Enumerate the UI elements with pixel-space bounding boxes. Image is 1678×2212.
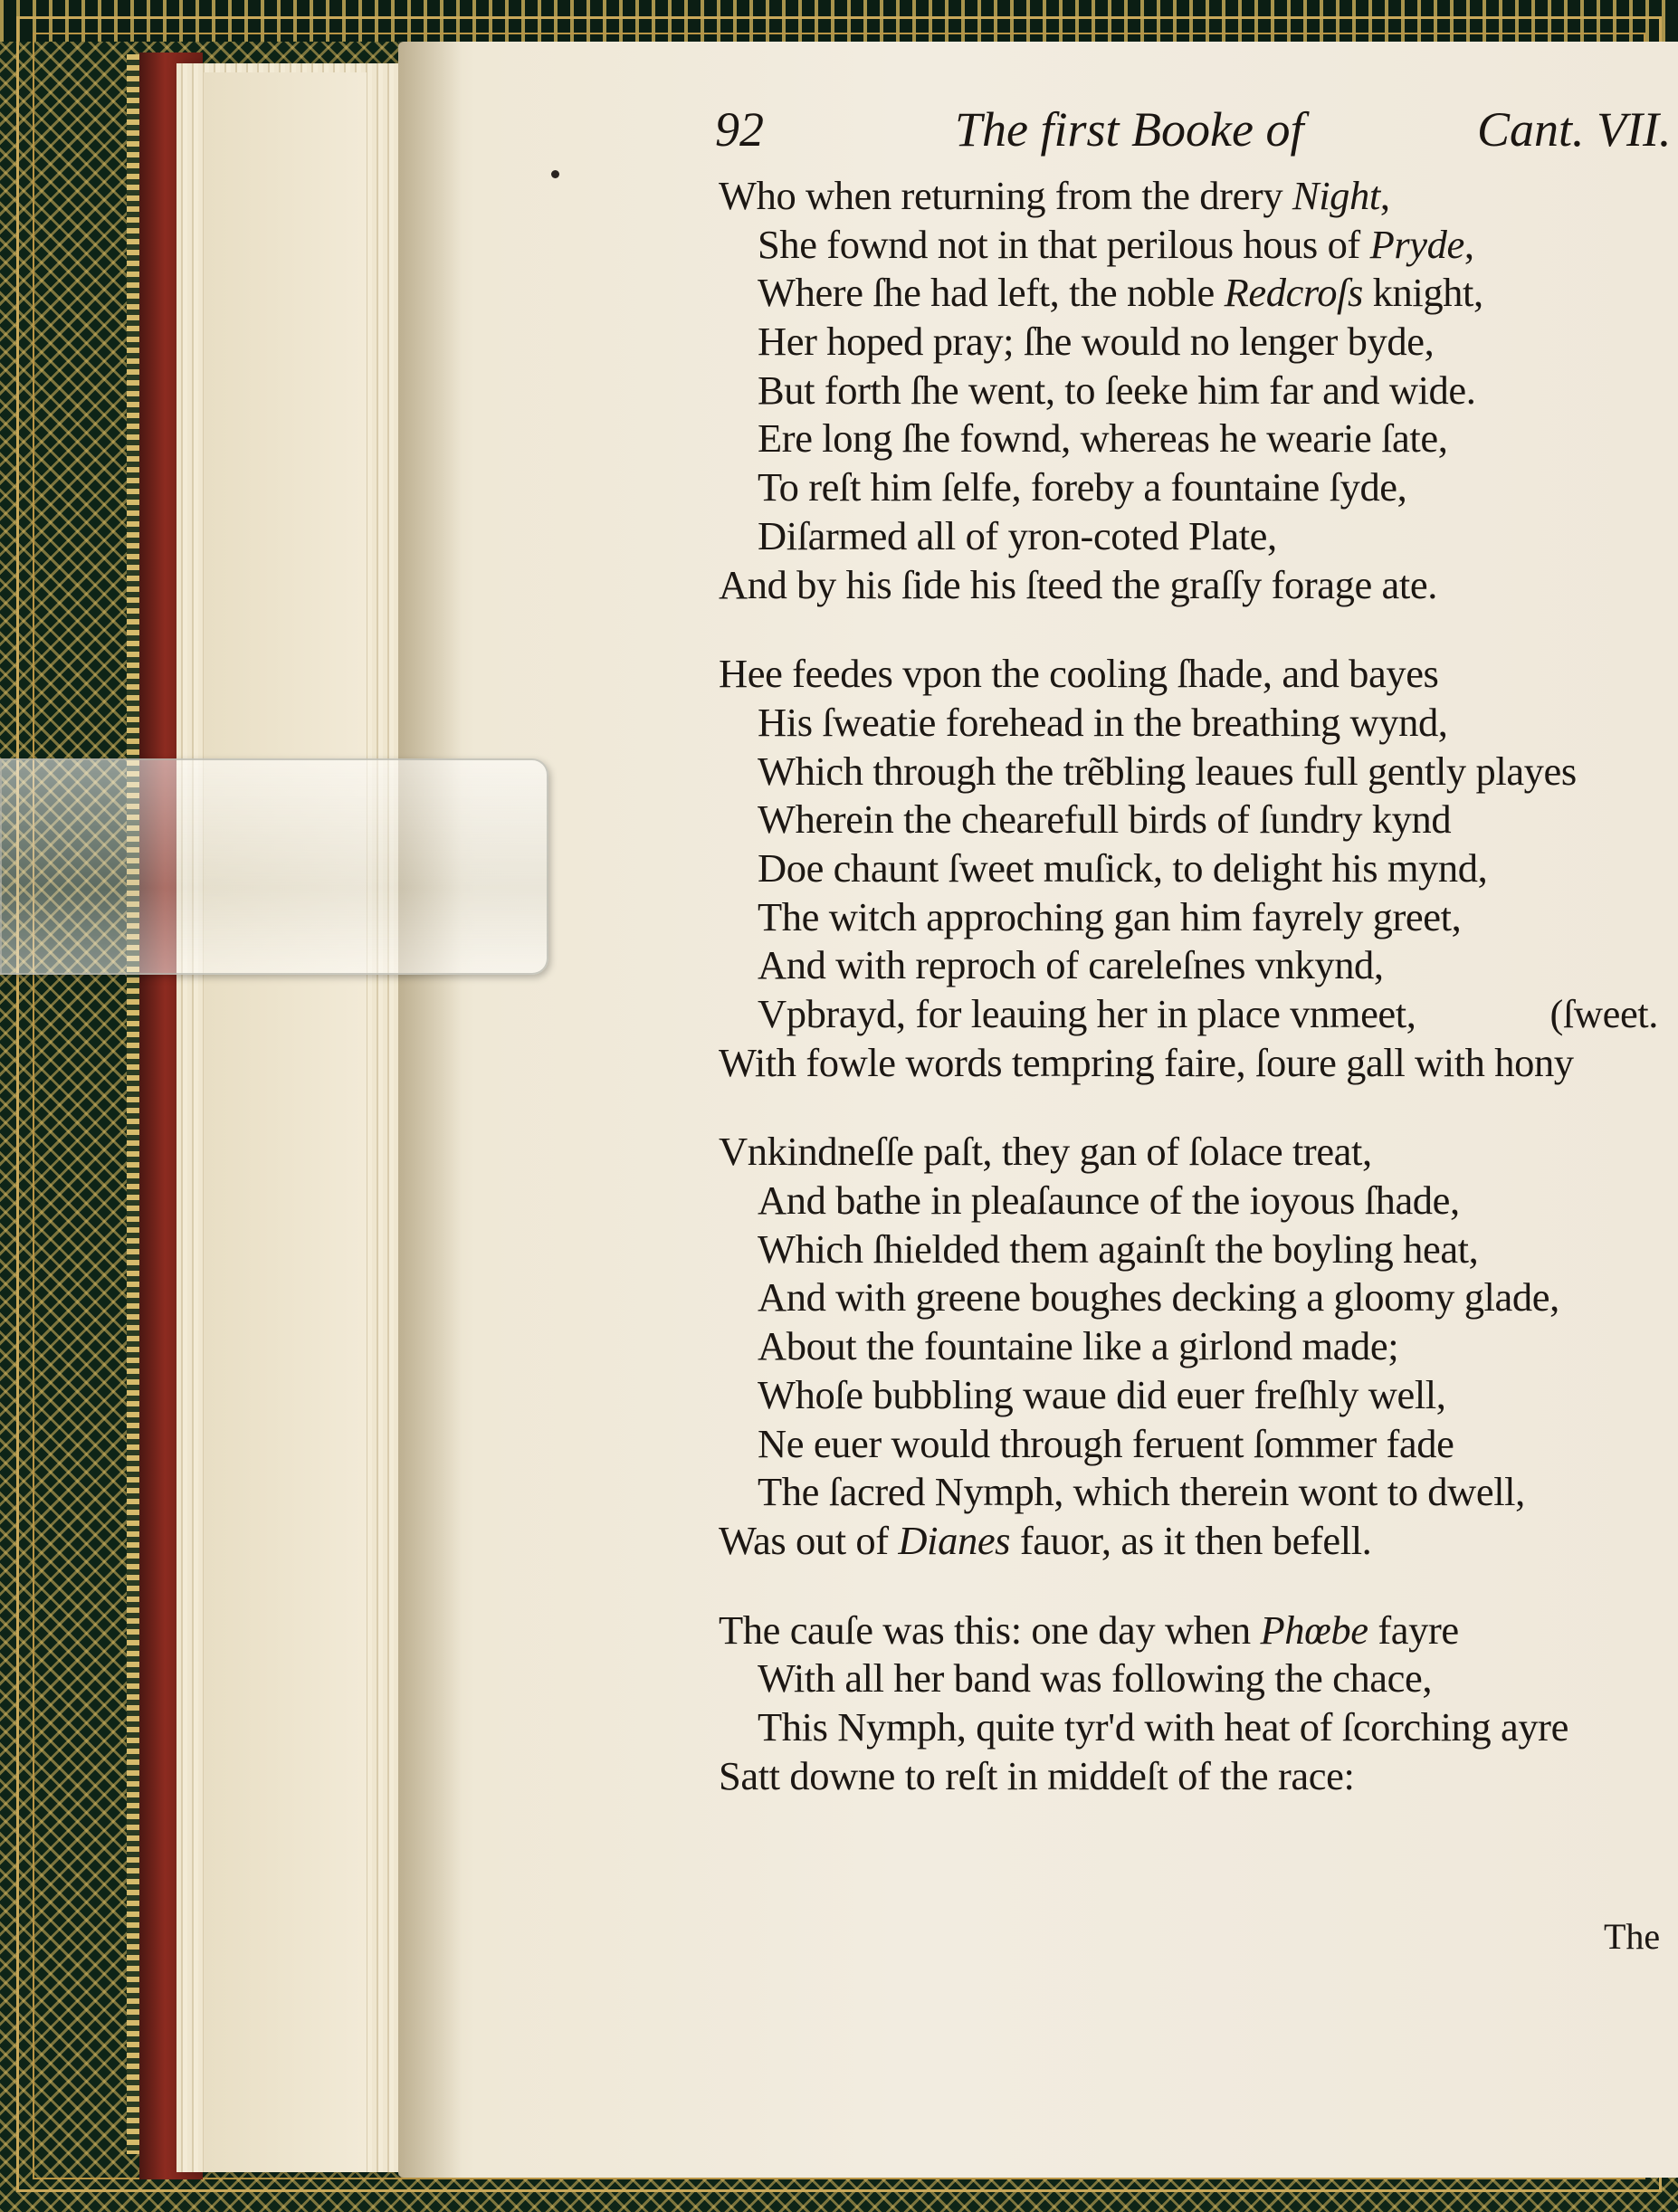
verse-line [706, 512, 1678, 561]
verse-line [706, 318, 1678, 367]
line-text: Who when returning from the drery [719, 173, 1292, 218]
verse-line [706, 1420, 1678, 1469]
verse-line [706, 990, 1678, 1039]
verse-line [706, 1654, 1678, 1703]
line-text: About the fountaine like a girlond made; [758, 1323, 1399, 1369]
verse-line [706, 1128, 1678, 1177]
line-text: Diſarmed all of yron-coted Plate, [758, 512, 1277, 558]
line-text: , [1379, 173, 1390, 218]
line-text: Her hoped pray; ſhe would no lenger byde, [758, 319, 1435, 365]
line-text: The cauſe was this: one day when [719, 1607, 1261, 1653]
italic-name: Dianes [898, 1517, 1011, 1563]
line-text: The ſacred Nymph, which therein wont to dwell, [758, 1469, 1525, 1515]
page-number: 92 [715, 102, 764, 157]
line-text: Whoſe bubbling waue did euer freſhly well, [758, 1371, 1446, 1417]
verse-line [706, 1273, 1678, 1322]
verse-line [706, 893, 1678, 942]
line-text: She fownd not in that perilous hous of [758, 221, 1370, 267]
verse-line [706, 844, 1678, 893]
clear-bookmark-strip[interactable] [0, 758, 548, 975]
italic-name: Pryde [1369, 221, 1464, 267]
stanza [706, 172, 1678, 609]
line-text: Ne euer would through feruent ſommer fade [758, 1420, 1454, 1466]
line-text: This Nymph, quite tyr'd with heat of ſcorching ayre [758, 1703, 1568, 1750]
line-text: Was out of [719, 1517, 899, 1563]
facing-page [204, 72, 367, 2172]
verse-body [706, 172, 1678, 1841]
verse-line [706, 699, 1678, 748]
line-text: Where ſhe had left, the noble [758, 270, 1225, 316]
verse-line [706, 367, 1678, 415]
line-text: Wherein the chearefull birds of ſundry kynd [758, 796, 1452, 843]
line-text: , [1463, 221, 1474, 267]
verse-line [706, 1322, 1678, 1371]
verse-line [706, 172, 1678, 221]
line-text: And with reproch of careleſnes vnkynd, [758, 942, 1384, 988]
italic-name: Redcroſs [1224, 270, 1363, 316]
stanza [706, 1607, 1678, 1801]
cover-gilt-fillet [127, 54, 139, 2154]
line-text: Which ſhielded them againſt the boyling heat, [758, 1225, 1479, 1272]
canto-label: Cant. VII. [1477, 102, 1672, 157]
line-text: And bathe in pleaſaunce of the ioyous ſhade, [758, 1178, 1460, 1224]
verse-line [706, 1703, 1678, 1752]
verse-line [706, 1517, 1678, 1566]
verse-line [706, 269, 1678, 318]
line-text: Hee feedes vpon the cooling ſhade, and bayes [719, 651, 1439, 697]
line-text: And with greene boughes decking a gloomy glade, [758, 1274, 1559, 1321]
verse-line [706, 650, 1678, 699]
line-text: Ere long ſhe fownd, whereas he wearie ſate, [758, 415, 1448, 462]
line-text: Vnkindneſſe paſt, they gan of ſolace treat, [719, 1129, 1372, 1175]
verse-line [706, 561, 1678, 610]
line-text: With fowle words tempring faire, ſoure gall with hony [719, 1039, 1574, 1085]
line-text: With all her band was following the chace, [758, 1655, 1433, 1702]
line-text: Satt downe to reſt in middeſt of the race: [719, 1752, 1355, 1798]
ink-dot [551, 170, 559, 178]
italic-name: Night [1292, 173, 1380, 218]
line-text: But forth ſhe went, to ſeeke him far and wide. [758, 367, 1476, 413]
verse-line [706, 221, 1678, 270]
verse-line [706, 1371, 1678, 1420]
line-text: fauor, as it then befell. [1010, 1517, 1372, 1563]
turned-line-tail: (ſweet. [1549, 991, 1658, 1036]
line-text: His ſweatie forehead in the breathing wynd, [758, 699, 1448, 745]
verse-line [706, 463, 1678, 512]
verse-line [706, 415, 1678, 463]
running-head [715, 101, 1678, 167]
verse-line [706, 941, 1678, 990]
verse-line [706, 796, 1678, 844]
line-text: To reſt him ſelfe, foreby a fountaine ſyde, [758, 464, 1407, 510]
verse-line [706, 1225, 1678, 1274]
gutter-shadow [398, 42, 462, 2178]
verse-line [706, 1177, 1678, 1225]
verse-line [706, 748, 1678, 796]
book-title: The first Booke of [955, 102, 1304, 157]
line-text: The witch approching gan him fayrely greet, [758, 893, 1462, 939]
stanza [706, 650, 1678, 1087]
catchword: The [1604, 1916, 1661, 1957]
italic-name: Phœbe [1260, 1607, 1368, 1653]
line-text: Doe chaunt ſweet muſick, to delight his mynd, [758, 844, 1488, 891]
verse-line [706, 1039, 1678, 1088]
line-text: And by his ſide his ſteed the graſſy forage ate. [719, 561, 1437, 607]
verse-line [706, 1607, 1678, 1655]
line-text: Which through the trẽbling leaues full gently playes [758, 748, 1577, 794]
verse-line [706, 1468, 1678, 1517]
line-text: knight, [1362, 270, 1483, 316]
line-text: fayre [1368, 1607, 1459, 1653]
line-text: Vpbrayd, for leauing her in place vnmeet, [758, 991, 1416, 1036]
verse-line [706, 1752, 1678, 1801]
stanza [706, 1128, 1678, 1565]
